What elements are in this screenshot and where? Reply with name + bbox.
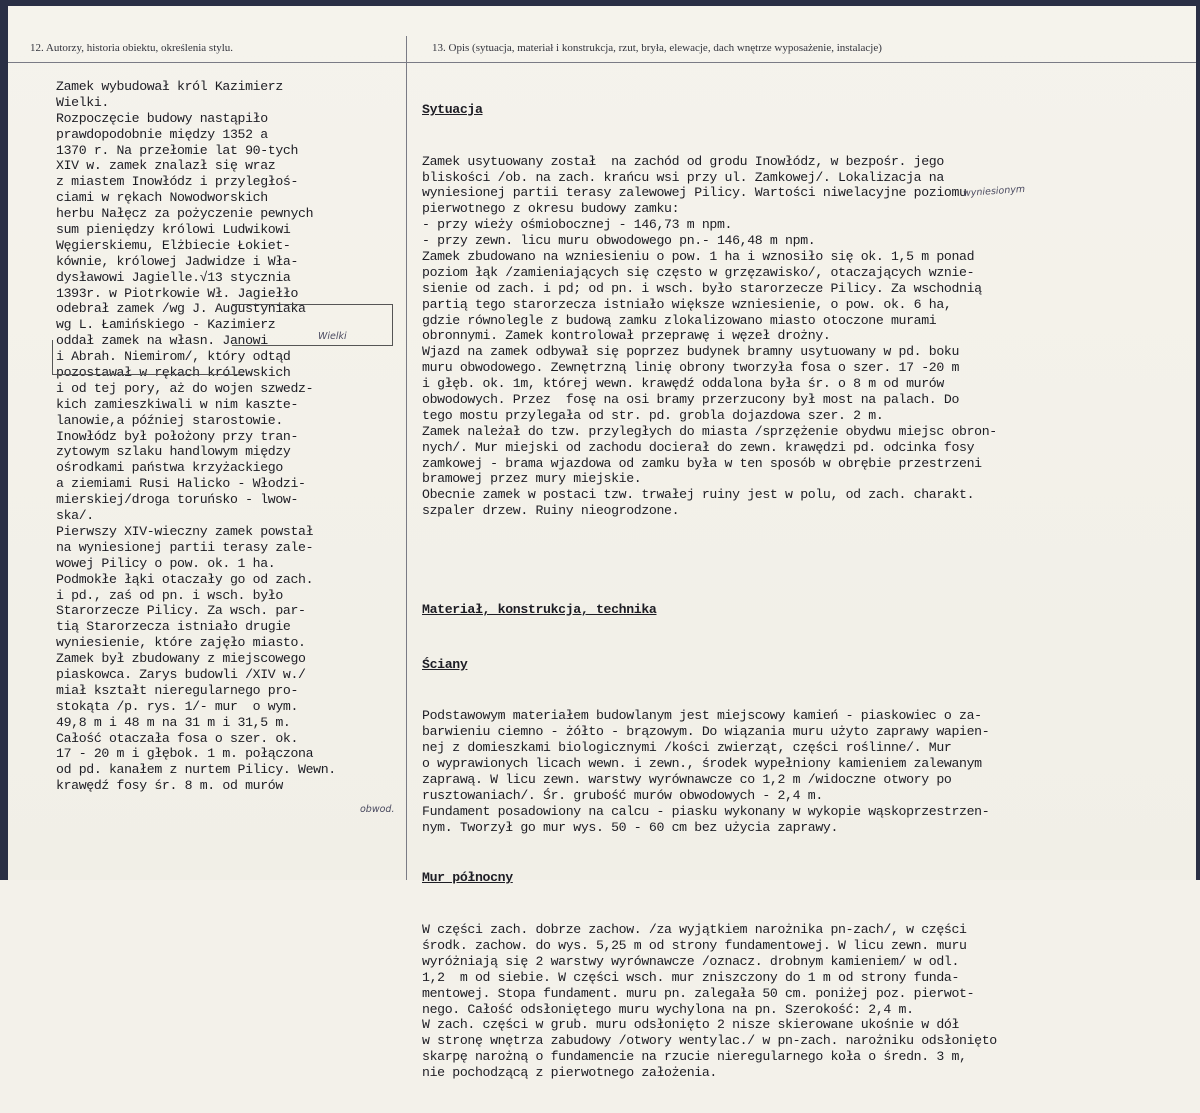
mur-polnocny-text-line: W zach. części w grub. muru odsłonięto 2 nisze skierowane ukośnie w dół <box>422 1017 960 1033</box>
history-text-line: Pierwszy XIV-wieczny zamek powstał <box>56 523 314 539</box>
mur-polnocny-text-line: mentowej. Stopa fundament. muru pn. zalegała 50 cm. poniżej poz. pierwot- <box>422 985 975 1001</box>
sytuacja-text-line: szpaler drzew. Ruiny nieogrodzone. <box>422 503 680 519</box>
sytuacja-text-line: pierwotnego z okresu budowy zamku: <box>422 201 680 217</box>
sytuacja-text-line: muru obwodowego. Zewnętrzną linię obrony tworzyła fosa o szer. 17 -20 m <box>422 360 960 376</box>
sytuacja-text-line: sienie od zach. i pd; od pn. i wsch. było starorzecze Pilicy. Za wschodnią <box>422 280 982 296</box>
header-divider <box>8 62 1196 63</box>
header-authors-history: 12. Autorzy, historia obiektu, określenia stylu. <box>30 42 234 54</box>
spacer <box>422 551 1192 567</box>
sytuacja-text-line: tego mostu przylegała od str. pd. grobla dojazdowa szer. 2 m. <box>422 407 884 423</box>
heading-mur-polnocny: Mur północny <box>422 870 513 886</box>
history-text-line: krawędź fosy śr. 8 m. od murów <box>56 778 283 794</box>
sciany-text-line: Fundament posadowiony na calcu - piasku wykonany w wykopie wąskoprzestrzen- <box>422 803 990 819</box>
sytuacja-text-line: zamkowej - brama wjazdowa od zamku była w ten sposób w obrębie przestrzeni <box>422 455 982 471</box>
sciany-text-line: nym. Tworzył go mur wys. 50 - 60 cm bez użycia zaprawy. <box>422 819 839 835</box>
sytuacja-text-line: Obecnie zamek w postaci tzw. trwałej ruiny jest w polu, od zach. charakt. <box>422 487 975 503</box>
history-text-line: XIV w. zamek znalazł się wraz <box>56 158 276 174</box>
history-text-line: prawdopodobnie między 1352 a <box>56 126 268 142</box>
history-text-line: miał kształt nieregularnego pro- <box>56 682 299 698</box>
history-text-line: Inowłódz był położony przy tran- <box>56 428 299 444</box>
history-text-line: sum pieniędzy królowi Ludwikowi <box>56 222 291 238</box>
scan-border-right <box>1196 0 1200 880</box>
inserted-note-box-lower <box>52 340 243 375</box>
sytuacja-text-line: - przy zewn. licu muru obwodowego pn.- 146,48 m npm. <box>422 233 816 249</box>
sytuacja-text-line: obwodowych. Przez fosę na osi bramy przerzucony był most na palach. Do <box>422 391 960 407</box>
mur-polnocny-text-line: środk. zachow. do wys. 5,25 m od strony fundamentowej. W licu zewn. muru <box>422 938 967 953</box>
mur-polnocny-text-line: nego. Całość odsłoniętego muru wychylona na pn. Szerokość: 2,4 m. <box>422 1001 914 1017</box>
history-text-line: odebrał zamek /wg J. Augustyniaka <box>56 301 306 317</box>
sciany-text-line: Podstawowym materiałem budowlanym jest miejscowy kamień - piaskowiec o za- <box>422 708 982 724</box>
sytuacja-text-line: nych/. Mur miejski od zachodu docierał do zewn. krawędzi pd. odcinka fosy <box>422 439 975 455</box>
mur-polnocny-text-line: skarpę narożną o fundamencie na rzucie nieregularnego koła o średn. 3 m, <box>422 1049 967 1065</box>
history-text-line: piaskowca. Zarys budowli /XIV w./ <box>56 666 306 682</box>
mur-polnocny-text-line: wyróżniają się 2 warstwy wyrównawcze /oznacz. drobnym kamieniem/ w odl. <box>422 953 960 969</box>
header-description: 13. Opis (sytuacja, materiał i konstrukcja, rzut, bryła, elewacje, dach wnętrze wyposażenie, instalacje) <box>432 42 882 54</box>
history-text-line: tią Starorzecza istniało drugie <box>56 619 291 635</box>
description-column <box>422 67 1192 1113</box>
sytuacja-text-line: Zamek zbudowano na wzniesieniu o pow. 1 ha i wznosiło się ok. 1,5 m ponad <box>422 248 975 264</box>
history-text-line: Rozpoczęcie budowy nastąpiło <box>56 110 268 126</box>
scan-border-top <box>0 0 1200 6</box>
history-text-line: 1370 r. Na przełomie lat 90-tych <box>56 142 299 158</box>
history-text-line: Węgierskiemu, Elżbiecie Łokiet- <box>56 237 291 253</box>
history-text-line: 1393r. w Piotrkowie Wł. Jagiełło <box>56 285 299 301</box>
column-divider <box>406 36 407 880</box>
mur-polnocny-text-line: W części zach. dobrze zachow. /za wyjątkiem narożnika pn-zach/, w części <box>422 922 967 938</box>
history-text-line: herbu Nałęcz za pożyczenie pewnych <box>56 206 314 222</box>
history-text-line: na wyniesionej partii terasy zale- <box>56 539 314 555</box>
sytuacja-text-line: poziom łąk /zamieniających się często w grzęzawisko/, otaczających wznie- <box>422 264 975 280</box>
history-text-line: dysławowi Jagielle.√13 stycznia <box>56 269 291 285</box>
sciany-text-line: rusztowaniach/. Śr. grubość murów obwodowych - 2,4 m. <box>422 787 823 803</box>
section-sytuacja <box>422 154 1192 519</box>
scan-border-left <box>0 0 8 880</box>
history-text-line: lanowie,a później starostowie. <box>56 412 283 428</box>
sytuacja-text-line: partią tego starorzecza istniało większe wzniesienie, o pow. ok. 6 ha, <box>422 296 952 312</box>
sytuacja-text-line: i głęb. ok. 1m, której wewn. krawędź oddalona była śr. o 8 m od murów <box>422 376 944 392</box>
sciany-text-line: nej z domieszkami biologicznymi /kości zwierząt, części roślinne/. Mur <box>422 740 952 756</box>
history-text-line: Starorzecze Pilicy. Za wsch. par- <box>56 603 306 619</box>
history-text-line: Zamek wybudował król Kazimierz <box>56 79 283 94</box>
handwritten-note-wyniesionym: wyniesionym <box>962 183 1026 200</box>
sciany-text-line: barwieniu ciemno - żółto - brązowym. Do wiązania muru użyto zaprawy wapien- <box>422 724 990 740</box>
heading-sciany: Ściany <box>422 656 468 672</box>
history-text-line: Podmokłe łąki otaczały go od zach. <box>56 571 314 587</box>
history-text-line: ska/. <box>56 508 94 524</box>
handwritten-note-obwod: obwod. <box>360 804 395 815</box>
sytuacja-text-line: wyniesionej partii terasy zalewowej Pilicy. Wartości niwelacyjne poziomu <box>422 185 967 201</box>
history-text-line: Całość otaczała fosa o szer. ok. <box>56 730 299 746</box>
history-text-line: 17 - 20 m i głębok. 1 m. połączona <box>56 746 314 762</box>
mur-polnocny-text-line: 1,2 m od siebie. W części wsch. mur zniszczony do 1 m od strony funda- <box>422 969 960 985</box>
sytuacja-text-line: gdzie równolegle z budową zamku zlokalizowano miasto otoczone murami <box>422 312 937 328</box>
history-text-line: kównie, królowej Jadwidze i Wła- <box>56 253 299 269</box>
history-text-line: zytowym szlaku handlowym między <box>56 444 291 460</box>
history-text-line: kich zamieszkiwali w nim kaszte- <box>56 396 299 412</box>
section-mur-polnocny <box>422 922 1192 1081</box>
history-text-line: a ziemiami Rusi Halicko - Włodzi- <box>56 476 306 492</box>
heading-material: Materiał, konstrukcja, technika <box>422 601 657 617</box>
mur-polnocny-text-line: nie pochodzącą z pierwotnego założenia. <box>422 1065 717 1081</box>
sytuacja-text-line: Wjazd na zamek odbywał się poprzez budynek bramny usytuowany w pd. boku <box>422 344 960 360</box>
history-text-line: wowej Pilicy o pow. ok. 1 ha. <box>56 555 276 571</box>
history-text-line: mierskiej/droga toruńsko - lwow- <box>56 492 299 508</box>
sytuacja-text-line: Zamek usytuowany został na zachód od grodu Inowłódz, w bezpośr. jego <box>422 153 944 169</box>
sytuacja-text-line: obronnymi. Zamek kontrolował przeprawę i węzeł drożny. <box>422 328 831 344</box>
history-text-line: ośrodkami państwa krzyżackiego <box>56 460 283 476</box>
history-text-line: 49,8 m i 48 m na 31 m i 31,5 m. <box>56 714 291 730</box>
history-text-line: ciami w rękach Nowodworskich <box>56 190 268 206</box>
history-text-line: z miastem Inowłódz i przyległoś- <box>56 174 299 190</box>
heading-sytuacja: Sytuacja <box>422 101 483 117</box>
history-column <box>56 79 406 794</box>
history-text-line: i od tej pory, aż do wojen szwedz- <box>56 380 314 396</box>
mur-polnocny-text-line: w stronę wnętrza zabudowy /otwory wentylac./ w pn-zach. narożniku odsłonięto <box>422 1033 997 1049</box>
history-text-line: wyniesienie, które zajęło miasto. <box>56 635 306 651</box>
inserted-note-box <box>232 304 393 346</box>
history-text-line: oddał zamek na własn. Janowi <box>56 333 268 349</box>
history-text-line: wg L. Łamińskiego - Kazimierz <box>56 317 276 333</box>
history-text-line: i pd., zaś od pn. i wsch. było <box>56 587 283 603</box>
history-text-line: Wielki. <box>56 94 109 110</box>
sytuacja-text-line: - przy wieży ośmiobocznej - 146,73 m npm. <box>422 217 733 233</box>
history-text-line: od pd. kanałem z nurtem Pilicy. Wewn. <box>56 762 336 778</box>
history-text-line: i Abrah. Niemirom/, który odtąd <box>56 349 291 365</box>
sytuacja-text-line: Zamek należał do tzw. przyległych do miasta /sprzężenie obydwu miejsc obron- <box>422 423 997 439</box>
sciany-text-line: o wyprawionych licach wewn. i zewn., środek wypełniony kamieniem zalewanym <box>422 756 982 772</box>
sytuacja-text-line: bramowej przez mury miejskie. <box>422 471 642 487</box>
handwritten-note-wielki: Wielki <box>318 331 347 342</box>
history-text-line: stokąta /p. rys. 1/- mur o wym. <box>56 698 299 714</box>
history-text-line: pozostawał w rękach królewskich <box>56 365 291 381</box>
sciany-text-line: zaprawą. W licu zewn. warstwy wyrównawcze co 1,2 m /widoczne otwory po <box>422 771 952 787</box>
history-text-line: Zamek był zbudowany z miejscowego <box>56 651 306 667</box>
section-sciany <box>422 708 1192 835</box>
sytuacja-text-line: bliskości /ob. na zach. krańcu wsi przy ul. Zamkowej/. Lokalizacja na <box>422 169 944 185</box>
